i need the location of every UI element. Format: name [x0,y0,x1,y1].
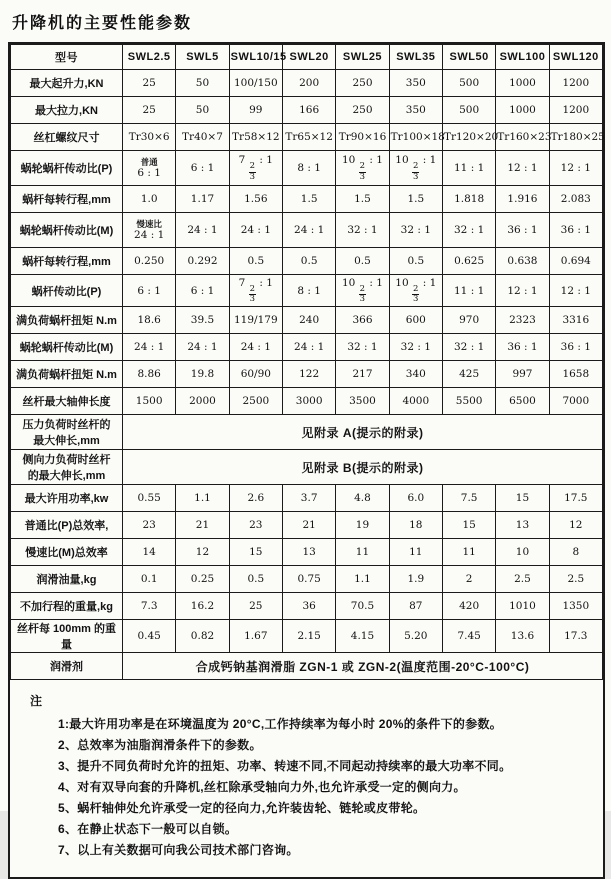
table-cell: 12 : 1 [549,275,602,307]
table-cell: 350 [389,70,442,97]
column-header: SWL100 [496,45,549,70]
note-item: 5、蜗杆轴伸处允许承受一定的径向力,允许装齿轮、链轮或皮带轮。 [58,801,426,815]
table-cell: 7.3 [123,593,176,620]
table-cell: 10 [496,539,549,566]
table-cell: 13 [496,512,549,539]
table-cell: 12 [549,512,602,539]
page-title: 升降机的主要性能参数 [12,15,193,32]
table-cell: 1200 [549,97,602,124]
table-cell: 1.1 [176,485,229,512]
table-cell: 0.82 [176,620,229,653]
table-row [11,307,603,334]
row-label: 满负荷蜗杆扭矩 N.m [11,361,123,388]
table-cell: 60/90 [229,361,282,388]
table-cell: 16.2 [176,593,229,620]
table-cell: 11 [336,539,389,566]
table-cell: 2.5 [496,566,549,593]
table-cell: 1000 [496,97,549,124]
table-cell: 12 : 1 [549,151,602,186]
row-label: 不加行程的重量,kg [11,593,123,620]
table-cell: 1.1 [336,566,389,593]
table-row [11,97,603,124]
table-cell: 11 [389,539,442,566]
row-label: 蜗轮蜗杆传动比(P) [11,151,123,186]
table-cell: 32 : 1 [442,213,495,248]
row-label: 普通比(P)总效率, [11,512,123,539]
cell-note: 慢速比 [136,218,162,229]
table-cell: 15 [229,539,282,566]
table-cell: 3.7 [282,485,335,512]
table-cell: 15 [442,512,495,539]
table-cell: 87 [389,593,442,620]
table-cell: 24 : 1 [229,213,282,248]
column-header: SWL5 [176,45,229,70]
table-cell: 0.5 [282,248,335,275]
table-cell: 0.1 [123,566,176,593]
table-cell: 1.5 [389,186,442,213]
column-header: SWL20 [282,45,335,70]
table-cell: 166 [282,97,335,124]
table-cell: 1010 [496,593,549,620]
table-cell: 420 [442,593,495,620]
notes-list [30,714,595,861]
table-cell: 122 [282,361,335,388]
merged-cell: 合成钙钠基润滑脂 ZGN-1 或 ZGN-2(温度范围-20°C-100°C) [123,653,603,680]
table-cell: 0.292 [176,248,229,275]
table-cell: 32 : 1 [389,213,442,248]
table-row [11,388,603,415]
table-cell: Tr65×12 [282,124,335,151]
table-cell: 0.5 [229,248,282,275]
row-label: 丝杆最大轴伸长度 [11,388,123,415]
table-cell: 17.5 [549,485,602,512]
table-cell: 8.86 [123,361,176,388]
table-cell: 3316 [549,307,602,334]
content-box [8,42,605,879]
fraction: $\frac{2}{3}$ [249,161,256,182]
table-cell: 15 [496,485,549,512]
table-cell: 18 [389,512,442,539]
table-cell: 1.17 [176,186,229,213]
table-cell: 36 [282,593,335,620]
table-cell: 21 [282,512,335,539]
table-cell: 36 : 1 [549,334,602,361]
table-cell: 119/179 [229,307,282,334]
table-cell: 1500 [123,388,176,415]
table-cell: 8 : 1 [282,151,335,186]
table-cell: 2.5 [549,566,602,593]
table-cell: 0.5 [336,248,389,275]
table-cell: 6.0 [389,485,442,512]
table-row [11,653,603,680]
table-row [11,593,603,620]
notes-heading: 注 [30,694,44,708]
table-cell: 0.625 [442,248,495,275]
table-cell: 4.15 [336,620,389,653]
column-header: SWL50 [442,45,495,70]
table-cell: 17.3 [549,620,602,653]
performance-table [10,44,603,680]
table-cell: 23 [123,512,176,539]
table-cell: 7000 [549,388,602,415]
table-cell: 12 : 1 [496,275,549,307]
table-cell: 0.45 [123,620,176,653]
merged-cell: 见附录 A(提示的附录) [123,415,603,450]
table-row [11,539,603,566]
table-cell: 慢速比 24 : 1 [123,213,176,248]
table-cell: 10 $\frac{2}{3}$ : 1 [336,151,389,186]
table-cell: 6 : 1 [176,275,229,307]
note-item: 3、提升不同负荷时允许的扭矩、功率、转速不同,不同起动持续率的最大功率不同。 [58,759,512,773]
table-cell: 0.694 [549,248,602,275]
row-label: 满负荷蜗杆扭矩 N.m [11,307,123,334]
row-label: 润滑油量,kg [11,566,123,593]
table-cell: 21 [176,512,229,539]
row-label: 蜗杆每转行程,mm [11,248,123,275]
column-header: SWL25 [336,45,389,70]
table-cell: 1200 [549,70,602,97]
table-cell: 2.15 [282,620,335,653]
table-cell: 普通 6 : 1 [123,151,176,186]
table-cell: 32 : 1 [442,334,495,361]
row-label: 压力负荷时丝杆的 最大伸长,mm [11,415,123,450]
table-row [11,485,603,512]
table-cell: 1.0 [123,186,176,213]
table-cell: 12 : 1 [496,151,549,186]
table-row [11,415,603,450]
table-cell: 2.083 [549,186,602,213]
row-label: 最大许用功率,kw [11,485,123,512]
table-cell: 0.5 [389,248,442,275]
note-item: 4、对有双导向套的升降机,丝杠除承受轴向力外,也允许承受一定的侧向力。 [58,780,466,794]
note-item: 2、总效率为油脂润滑条件下的参数。 [58,738,262,752]
table-cell: 25 [123,97,176,124]
table-cell: 0.55 [123,485,176,512]
table-cell: 340 [389,361,442,388]
table-cell: 1.9 [389,566,442,593]
column-header: SWL35 [389,45,442,70]
table-row [11,361,603,388]
table-cell: 18.6 [123,307,176,334]
table-body [11,70,603,680]
fraction: $\frac{2}{3}$ [359,161,366,182]
table-cell: 1350 [549,593,602,620]
row-label: 润滑剂 [11,653,123,680]
table-cell: 425 [442,361,495,388]
table-cell: 11 [442,539,495,566]
table-row [11,620,603,653]
table-cell: 1658 [549,361,602,388]
table-cell: 0.75 [282,566,335,593]
table-cell: 200 [282,70,335,97]
table-cell: 1.67 [229,620,282,653]
table-cell: Tr30×6 [123,124,176,151]
table-cell: 0.638 [496,248,549,275]
row-label: 最大拉力,KN [11,97,123,124]
row-label: 蜗杆传动比(P) [11,275,123,307]
table-cell: 8 : 1 [282,275,335,307]
table-cell: 70.5 [336,593,389,620]
fraction: $\frac{2}{3}$ [359,283,366,304]
table-row [11,186,603,213]
table-cell: 1.56 [229,186,282,213]
table-cell: 36 : 1 [496,213,549,248]
table-cell: 250 [336,70,389,97]
table-cell: 1000 [496,70,549,97]
table-cell: 970 [442,307,495,334]
row-label: 丝杆每 100mm 的重量 [11,620,123,653]
table-cell: Tr180×25 [549,124,602,151]
table-cell: 5500 [442,388,495,415]
column-header: SWL2.5 [123,45,176,70]
table-cell: 2500 [229,388,282,415]
table-cell: 100/150 [229,70,282,97]
notes-section [10,680,603,877]
table-cell: 1.5 [282,186,335,213]
row-label: 蜗杆每转行程,mm [11,186,123,213]
table-cell: 10 $\frac{2}{3}$ : 1 [389,275,442,307]
table-cell: 600 [389,307,442,334]
table-row [11,512,603,539]
table-cell: 13 [282,539,335,566]
table-cell: 24 : 1 [176,213,229,248]
row-label: 丝杠螺纹尺寸 [11,124,123,151]
table-cell: 2.6 [229,485,282,512]
table-cell: 36 : 1 [496,334,549,361]
table-cell: 25 [123,70,176,97]
note-item: 1:最大许用功率是在环境温度为 20°C,工作持续率为每小时 20%的条件下的参数。 [58,717,503,731]
table-cell: 24 : 1 [282,334,335,361]
table-cell: 240 [282,307,335,334]
row-label: 蜗轮蜗杆传动比(M) [11,213,123,248]
table-cell: 7.5 [442,485,495,512]
table-cell: 8 [549,539,602,566]
table-cell: 11 : 1 [442,151,495,186]
fraction: $\frac{2}{3}$ [249,283,256,304]
table-cell: 50 [176,70,229,97]
table-cell: 19.8 [176,361,229,388]
table-row [11,566,603,593]
table-cell: 10 $\frac{2}{3}$ : 1 [389,151,442,186]
table-cell: 1.916 [496,186,549,213]
table-cell: 39.5 [176,307,229,334]
row-label: 蜗轮蜗杆传动比(M) [11,334,123,361]
table-cell: 14 [123,539,176,566]
table-cell: 3500 [336,388,389,415]
table-cell: 6 : 1 [176,151,229,186]
table-cell: 500 [442,70,495,97]
table-cell: 6 : 1 [123,275,176,307]
table-cell: 24 : 1 [123,334,176,361]
header-row [11,45,603,70]
table-cell: 19 [336,512,389,539]
table-cell: 7 $\frac{2}{3}$ : 1 [229,151,282,186]
note-item: 6、在静止状态下一般可以自锁。 [58,822,238,836]
table-cell: 12 [176,539,229,566]
table-cell: 7 $\frac{2}{3}$ : 1 [229,275,282,307]
table-cell: 4.8 [336,485,389,512]
table-cell: 25 [229,593,282,620]
column-header-model: 型号 [11,45,123,70]
fraction: $\frac{2}{3}$ [412,283,419,304]
table-cell: 10 $\frac{2}{3}$ : 1 [336,275,389,307]
table-cell: 500 [442,97,495,124]
table-cell: 32 : 1 [389,334,442,361]
table-cell: Tr100×18 [389,124,442,151]
table-cell: 23 [229,512,282,539]
row-label: 最大起升力,KN [11,70,123,97]
table-cell: 11 : 1 [442,275,495,307]
table-cell: 36 : 1 [549,213,602,248]
table-cell: 1.5 [336,186,389,213]
table-cell: 50 [176,97,229,124]
table-cell: 1.818 [442,186,495,213]
table-row [11,124,603,151]
row-label: 侧向力负荷时丝杆 的最大伸长,mm [11,450,123,485]
table-cell: 3000 [282,388,335,415]
table-row [11,248,603,275]
table-cell: 366 [336,307,389,334]
table-cell: 2 [442,566,495,593]
table-cell: 24 : 1 [176,334,229,361]
table-cell: 99 [229,97,282,124]
note-item: 7、以上有关数据可向我公司技术部门咨询。 [58,843,299,857]
merged-cell: 见附录 B(提示的附录) [123,450,603,485]
table-cell: 6500 [496,388,549,415]
table-row [11,213,603,248]
table-cell: 350 [389,97,442,124]
table-row [11,450,603,485]
table-cell: 4000 [389,388,442,415]
table-cell: 32 : 1 [336,213,389,248]
table-cell: 250 [336,97,389,124]
column-header: SWL120 [549,45,602,70]
table-row [11,70,603,97]
table-header [11,45,603,70]
table-cell: Tr160×23 [496,124,549,151]
table-cell: Tr120×20 [442,124,495,151]
table-cell: 2323 [496,307,549,334]
table-cell: 7.45 [442,620,495,653]
table-cell: Tr90×16 [336,124,389,151]
fraction: $\frac{2}{3}$ [412,161,419,182]
table-cell: 24 : 1 [282,213,335,248]
table-cell: 0.5 [229,566,282,593]
table-cell: 32 : 1 [336,334,389,361]
table-cell: 5.20 [389,620,442,653]
table-cell: 2000 [176,388,229,415]
table-cell: 0.250 [123,248,176,275]
table-cell: 0.25 [176,566,229,593]
column-header: SWL10/15 [229,45,282,70]
table-row [11,334,603,361]
table-cell: 217 [336,361,389,388]
table-row [11,151,603,186]
table-cell: 13.6 [496,620,549,653]
row-label: 慢速比(M)总效率 [11,539,123,566]
table-row [11,275,603,307]
table-cell: Tr58×12 [229,124,282,151]
table-cell: 997 [496,361,549,388]
table-cell: Tr40×7 [176,124,229,151]
cell-note: 普通 [140,156,158,167]
table-cell: 24 : 1 [229,334,282,361]
